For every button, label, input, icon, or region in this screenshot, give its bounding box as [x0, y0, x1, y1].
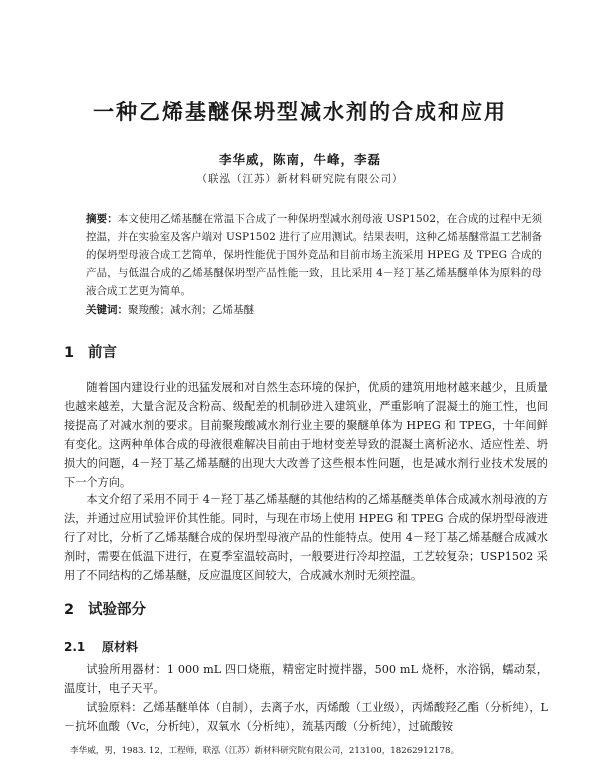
section-title: 试验部分 — [88, 602, 146, 618]
materials-equipment-paragraph: 试验所用器材：1 000 mL 四口烧瓶，精密定时搅拌器，500 mL 烧杯，水浴锅，蠕动泵，温度计，电子天平。 — [64, 663, 548, 695]
subsection-heading-materials — [64, 638, 138, 655]
abstract — [86, 210, 542, 300]
author-footnote: 李华威，男，1983. 12，工程师，联泓（江苏）新材料研究院有限公司，213100，18262912178。 — [70, 746, 460, 756]
abstract-label: 摘要： — [86, 213, 118, 225]
materials-reagents-paragraph: 试验原料：乙烯基醚单体（自制），去离子水，丙烯酸（工业级），丙烯酸羟乙酯（分析纯），L－抗坏血酸（Vc，分析纯），双氧水（分析纯），巯基丙酸（分析纯），过硫酸铵 — [64, 701, 548, 733]
subsection-number: 2.1 — [64, 640, 86, 654]
affiliation: （联泓（江苏）新材料研究院有限公司） — [196, 173, 404, 185]
section-heading-experiment — [64, 598, 146, 619]
intro-paragraph-2: 本文介绍了采用不同于 4－羟丁基乙烯基醚的其他结构的乙烯基醚类单体合成减水剂母液的方法，并通过应用试验评价其性能。同时，与现在市场上使用 HPEG 和 TPEG 合成的保坍型母液进行了对比，分析了乙烯基醚合成的保坍型母液产品的性能特点。使用 4－羟丁基乙烯基醚合成减水剂时，需要在低温下进行，在夏季室温较高时，一般要进行冷却控温，工艺较复杂；USP1502 采用了不同结构的乙烯基醚，反应温度区间较大，合成减水剂时无须控温。 — [64, 493, 548, 582]
section-number: 2 — [64, 602, 75, 618]
abstract-text: 本文使用乙烯基醚在常温下合成了一种保坍型减水剂母液 USP1502，在合成的过程中无须控温，并在实验室及客户端对 USP1502 进行了应用测试。结果表明，这种乙烯基醚常温工艺制备的保坍型母液合成工艺简单，保坍性能优于国外竞品和目前市场主流采用 HPEG 及 TPEG 合成的产品，与低温合成的乙烯基醚保坍型产品性能一致，且比采用 4－羟丁基乙烯基醚单体为原料的母液合成工艺更为简单。 — [86, 213, 542, 297]
intro-paragraph-1: 随着国内建设行业的迅猛发展和对自然生态环境的保护，优质的建筑用地材越来越少，且质量也越来越差，大量含泥及含粉高、级配差的机制砂进入建筑业，严重影响了混凝土的施工性，也间接提高了对减水剂的要求。目前聚羧酸减水剂行业主要的聚醚单体为 HPEG 和 TPEG，十年间鲜有变化。这两种单体合成的母液很难解决目前由于地材变差导致的混凝土离析泌水、适应性差、坍损大的问题，4－羟丁基乙烯基醚的出现大大改善了这些根本性问题，也是减水剂行业技术发展的下一个方向。 — [64, 381, 548, 489]
author-list: 李华威，陈南，牛峰，李磊 — [218, 152, 381, 167]
keywords-label: 关键词： — [86, 304, 128, 316]
section-title: 前言 — [88, 345, 117, 361]
section-number: 1 — [64, 345, 75, 361]
keywords-text: 聚羧酸；减水剂；乙烯基醚 — [128, 304, 254, 316]
section-heading-intro — [64, 341, 117, 362]
keywords — [86, 301, 542, 319]
subsection-title: 原材料 — [102, 640, 139, 654]
paper-title: 一种乙烯基醚保坍型减水剂的合成和应用 — [93, 100, 507, 124]
